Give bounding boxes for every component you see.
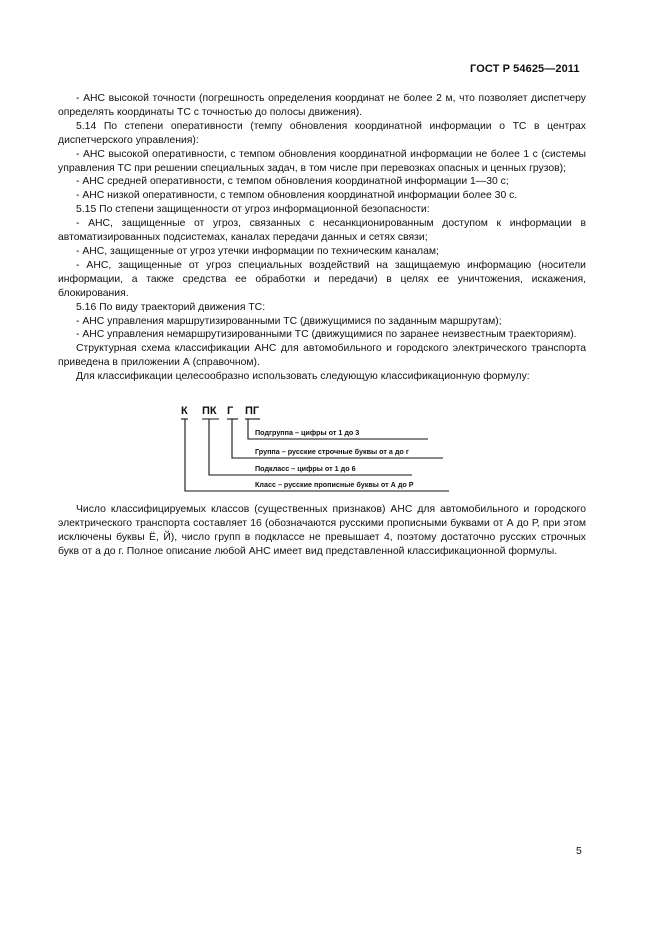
formula-letter-pk: ПК <box>202 405 217 417</box>
paragraph: 5.14 По степени оперативности (темпу обновления координатной информации о ТС в центрах диспетчерского управления): <box>58 120 586 146</box>
paragraph: 5.16 По виду траекторий движения ТС: <box>76 301 266 313</box>
label-class: Класс – русские прописные буквы от А до Р <box>255 480 414 489</box>
paragraph: - АНС высокой точности (погрешность определения координат не более 2 м, что позволяет диспетчеру определять координаты ТС с точностью до полосы движения). <box>58 93 586 118</box>
paragraph: - АНС, защищенные от угроз утечки информации по техническим каналам; <box>76 245 439 257</box>
label-subclass: Подкласс – цифры от 1 до 6 <box>255 464 356 473</box>
paragraph: - АНС, защищенные от угроз, связанных с несанкционированным доступом к информации в автоматизированных подсистемах, каналах передачи данных и сетях связи; <box>58 218 586 244</box>
paragraph: - АНС низкой оперативности, с темпом обновления координатной информации более 30 с. <box>76 190 518 202</box>
label-subgroup: Подгруппа – цифры от 1 до 3 <box>255 428 360 437</box>
document-code: ГОСТ Р 54625—2011 <box>470 63 580 75</box>
paragraph: - АНС, защищенные от угроз специальных воздействий на защищаемую информацию (носители информации, а также средства ее обработки и передачи) в целях ее уничтожения, искажения, блокирования. <box>58 259 586 299</box>
paragraph: Число классифицируемых классов (существенных признаков) АНС для автомобильного и городского электрического транспорта составляет 16 (обозначаются русскими прописными буквами от А до Р, при этом исключены буквы Ё, Й), число групп в подклассе не превышает 4, поэтому достаточно русских строчных букв от а до г. Полное описание любой АНС имеет вид представленной классификационной формулы. <box>58 504 586 557</box>
formula-letter-k: К <box>181 405 188 417</box>
paragraph: - АНС управления маршрутизированными ТС (движущимися по заданным маршрутам); <box>76 315 502 327</box>
body-text-continued <box>58 503 586 559</box>
page-number: 5 <box>576 845 582 857</box>
classification-formula <box>175 405 465 493</box>
paragraph: 5.15 По степени защищенности от угроз информационной безопасности: <box>76 204 430 216</box>
paragraph: - АНС высокой оперативности, с темпом обновления координатной информации не более 1 с (системы управления ТС при решении специальных задач, в том числе при перевозках опасных и ценных грузов); <box>58 148 586 174</box>
label-group: Группа – русские строчные буквы от а до г <box>255 447 409 456</box>
paragraph: - АНС управления немаршрутизированными ТС (движущимися по заранее неизвестным траекториям). <box>76 329 577 341</box>
formula-letter-g: Г <box>227 405 234 417</box>
paragraph: - АНС средней оперативности, с темпом обновления координатной информации 1—30 с; <box>76 176 509 188</box>
body-text <box>58 92 586 384</box>
formula-letter-pg: ПГ <box>245 405 260 417</box>
paragraph: Структурная схема классификации АНС для автомобильного и городского электрического транспорта приведена в приложении А (справочном). <box>58 343 586 369</box>
paragraph: Для классификации целесообразно использовать следующую классификационную формулу: <box>76 371 530 383</box>
